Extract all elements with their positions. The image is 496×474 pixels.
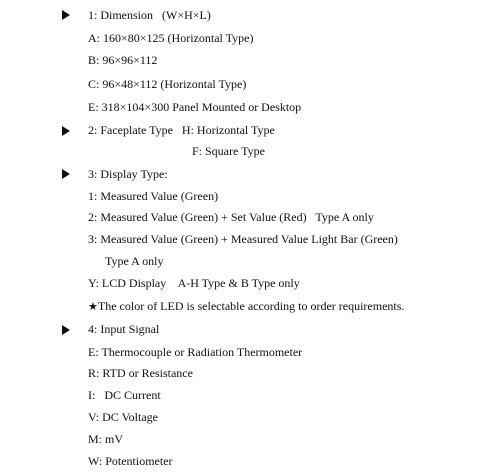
list-item: C: 96×48×112 (Horizontal Type)	[88, 77, 247, 91]
list-item: F: Square Type	[192, 144, 265, 158]
list-item: A: 160×80×125 (Horizontal Type)	[88, 31, 254, 45]
list-item: 3: Measured Value (Green) + Measured Value Light Bar (Green)	[88, 232, 398, 246]
list-item: Type A only	[105, 254, 164, 268]
list-item: 2: Measured Value (Green) + Set Value (Red) Type A only	[88, 210, 374, 224]
bullet-arrow-icon	[62, 325, 70, 335]
list-item: V: DC Voltage	[88, 410, 159, 424]
bullet-arrow-icon	[62, 169, 70, 179]
list-item: E: 318×104×300 Panel Mounted or Desktop	[88, 100, 302, 114]
section-heading: 3: Display Type:	[88, 167, 168, 181]
list-item: Y: LCD Display A-H Type & B Type only	[88, 276, 300, 290]
note	[88, 298, 404, 314]
list-item: W: Potentiometer	[88, 454, 173, 468]
bullet-arrow-icon	[62, 126, 70, 136]
list-item: M: mV	[88, 432, 124, 446]
list-item: E: Thermocouple or Radiation Thermometer	[88, 345, 303, 359]
star-icon: ★	[88, 300, 98, 313]
list-item: I: DC Current	[88, 388, 161, 402]
section-heading: 1: Dimension (W×H×L)	[88, 8, 211, 22]
section-heading: 4: Input Signal	[88, 322, 160, 336]
note-text: The color of LED is selectable according to order requirements.	[97, 299, 405, 313]
list-item: 1: Measured Value (Green)	[88, 189, 219, 203]
list-item: B: 96×96×112	[88, 53, 158, 67]
section-heading: 2: Faceplate Type H: Horizontal Type	[88, 123, 275, 137]
list-item: R: RTD or Resistance	[88, 366, 193, 380]
bullet-arrow-icon	[62, 10, 70, 20]
